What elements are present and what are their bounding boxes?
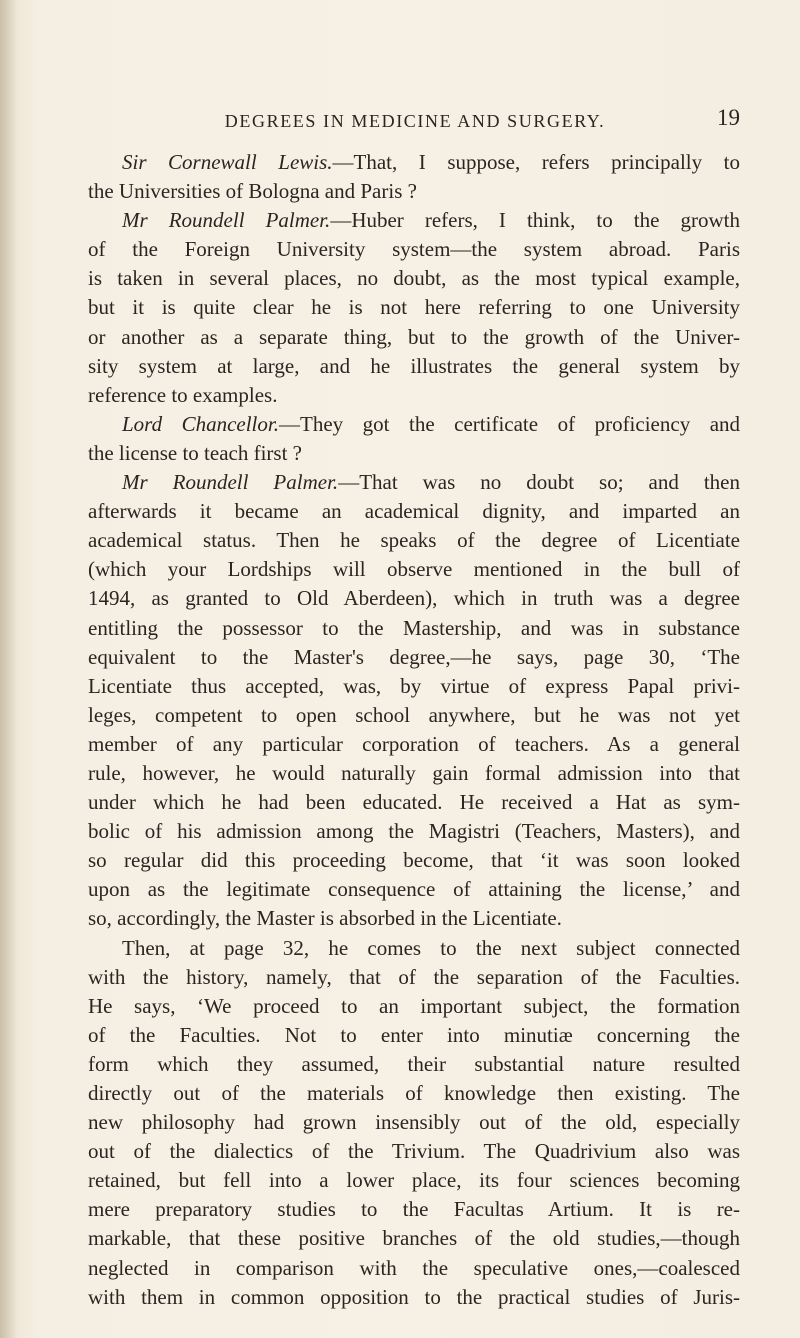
text-line: mere preparatory studies to the Facultas Artium. It is re- xyxy=(88,1197,740,1222)
text-line: of the Faculties. Not to enter into minutiæ concerning the xyxy=(88,1022,740,1047)
speaker-name: Sir Cornewall Lewis. xyxy=(122,150,333,174)
text-line: rule, however, he would naturally gain formal admission into that xyxy=(88,760,740,785)
text-line: entitling the possessor to the Mastership, and was in substance xyxy=(88,615,740,640)
text-line: reference to examples. xyxy=(88,382,278,407)
text-line: academical status. Then he speaks of the degree of Licentiate xyxy=(88,528,740,553)
page-number: 19 xyxy=(717,105,740,130)
text-line: leges, competent to open school anywhere, but he was not yet xyxy=(88,702,740,727)
text-line: Lord Chancellor.—They got the certificate of proficiency and xyxy=(122,411,741,436)
text-line: the Universities of Bologna and Paris ? xyxy=(88,179,417,204)
text-line: bolic of his admission among the Magistri (Teachers, Masters), and xyxy=(88,819,740,844)
text-line: but it is quite clear he is not here referring to one University xyxy=(88,295,740,320)
text-line: Mr Roundell Palmer.—Huber refers, I think, to the growth xyxy=(122,208,740,233)
text-line: is taken in several places, no doubt, as the most typical example, xyxy=(88,266,740,291)
running-head xyxy=(90,103,740,133)
gutter-shadow xyxy=(0,0,18,1338)
text-line: Sir Cornewall Lewis.—That, I suppose, refers principally to xyxy=(122,150,740,174)
text-line: (which your Lordships will observe mentioned in the bull of xyxy=(88,557,740,582)
running-title: DEGREES IN MEDICINE AND SURGERY. xyxy=(224,111,606,131)
text-line: He says, ‘We proceed to an important subject, the formation xyxy=(88,993,740,1018)
text-line: member of any particular corporation of teachers. As a general xyxy=(88,731,740,756)
text-line: so, accordingly, the Master is absorbed in the Licentiate. xyxy=(88,906,562,931)
text-line: afterwards it became an academical dignity, and imparted an xyxy=(88,499,740,524)
text-line: of the Foreign University system—the system abroad. Paris xyxy=(88,237,740,262)
text-line: directly out of the materials of knowledge then existing. The xyxy=(88,1081,740,1105)
text-line: upon as the legitimate consequence of attaining the license,’ and xyxy=(88,877,740,902)
text-line: under which he had been educated. He received a Hat as sym- xyxy=(88,790,740,815)
text-line: the license to teach first ? xyxy=(88,440,302,465)
text-line: so regular did this proceeding become, that ‘it was soon looked xyxy=(88,848,740,873)
text-line: neglected in comparison with the speculative ones,—coalesced xyxy=(88,1255,740,1280)
text-line: with the history, namely, that of the separation of the Faculties. xyxy=(88,964,740,989)
text-line: with them in common opposition to the practical studies of Juris- xyxy=(88,1284,740,1309)
body-text xyxy=(88,148,740,1312)
text-line: or another as a separate thing, but to the growth of the Univer- xyxy=(88,324,740,349)
text-line: form which they assumed, their substantial nature resulted xyxy=(88,1051,740,1076)
speaker-name: Mr Roundell Palmer. xyxy=(122,208,331,233)
text-line: markable, that these positive branches of the old studies,—though xyxy=(88,1226,740,1251)
text-line: out of the dialectics of the Trivium. The Quadrivium also was xyxy=(88,1139,740,1164)
speaker-name: Mr Roundell Palmer. xyxy=(122,470,339,495)
text-line: Licentiate thus accepted, was, by virtue of express Papal privi- xyxy=(88,673,740,698)
speaker-name: Lord Chancellor. xyxy=(122,411,279,436)
text-line: sity system at large, and he illustrates the general system by xyxy=(88,353,740,378)
text-line: equivalent to the Master's degree,—he says, page 30, ‘The xyxy=(88,644,740,669)
text-line: Mr Roundell Palmer.—That was no doubt so; and then xyxy=(122,470,740,495)
text-line: 1494, as granted to Old Aberdeen), which in truth was a degree xyxy=(88,586,740,611)
text-line: Then, at page 32, he comes to the next subject connected xyxy=(122,935,740,960)
text-line: new philosophy had grown insensibly out of the old, especially xyxy=(88,1110,740,1135)
text-line: retained, but fell into a lower place, its four sciences becoming xyxy=(88,1168,740,1193)
